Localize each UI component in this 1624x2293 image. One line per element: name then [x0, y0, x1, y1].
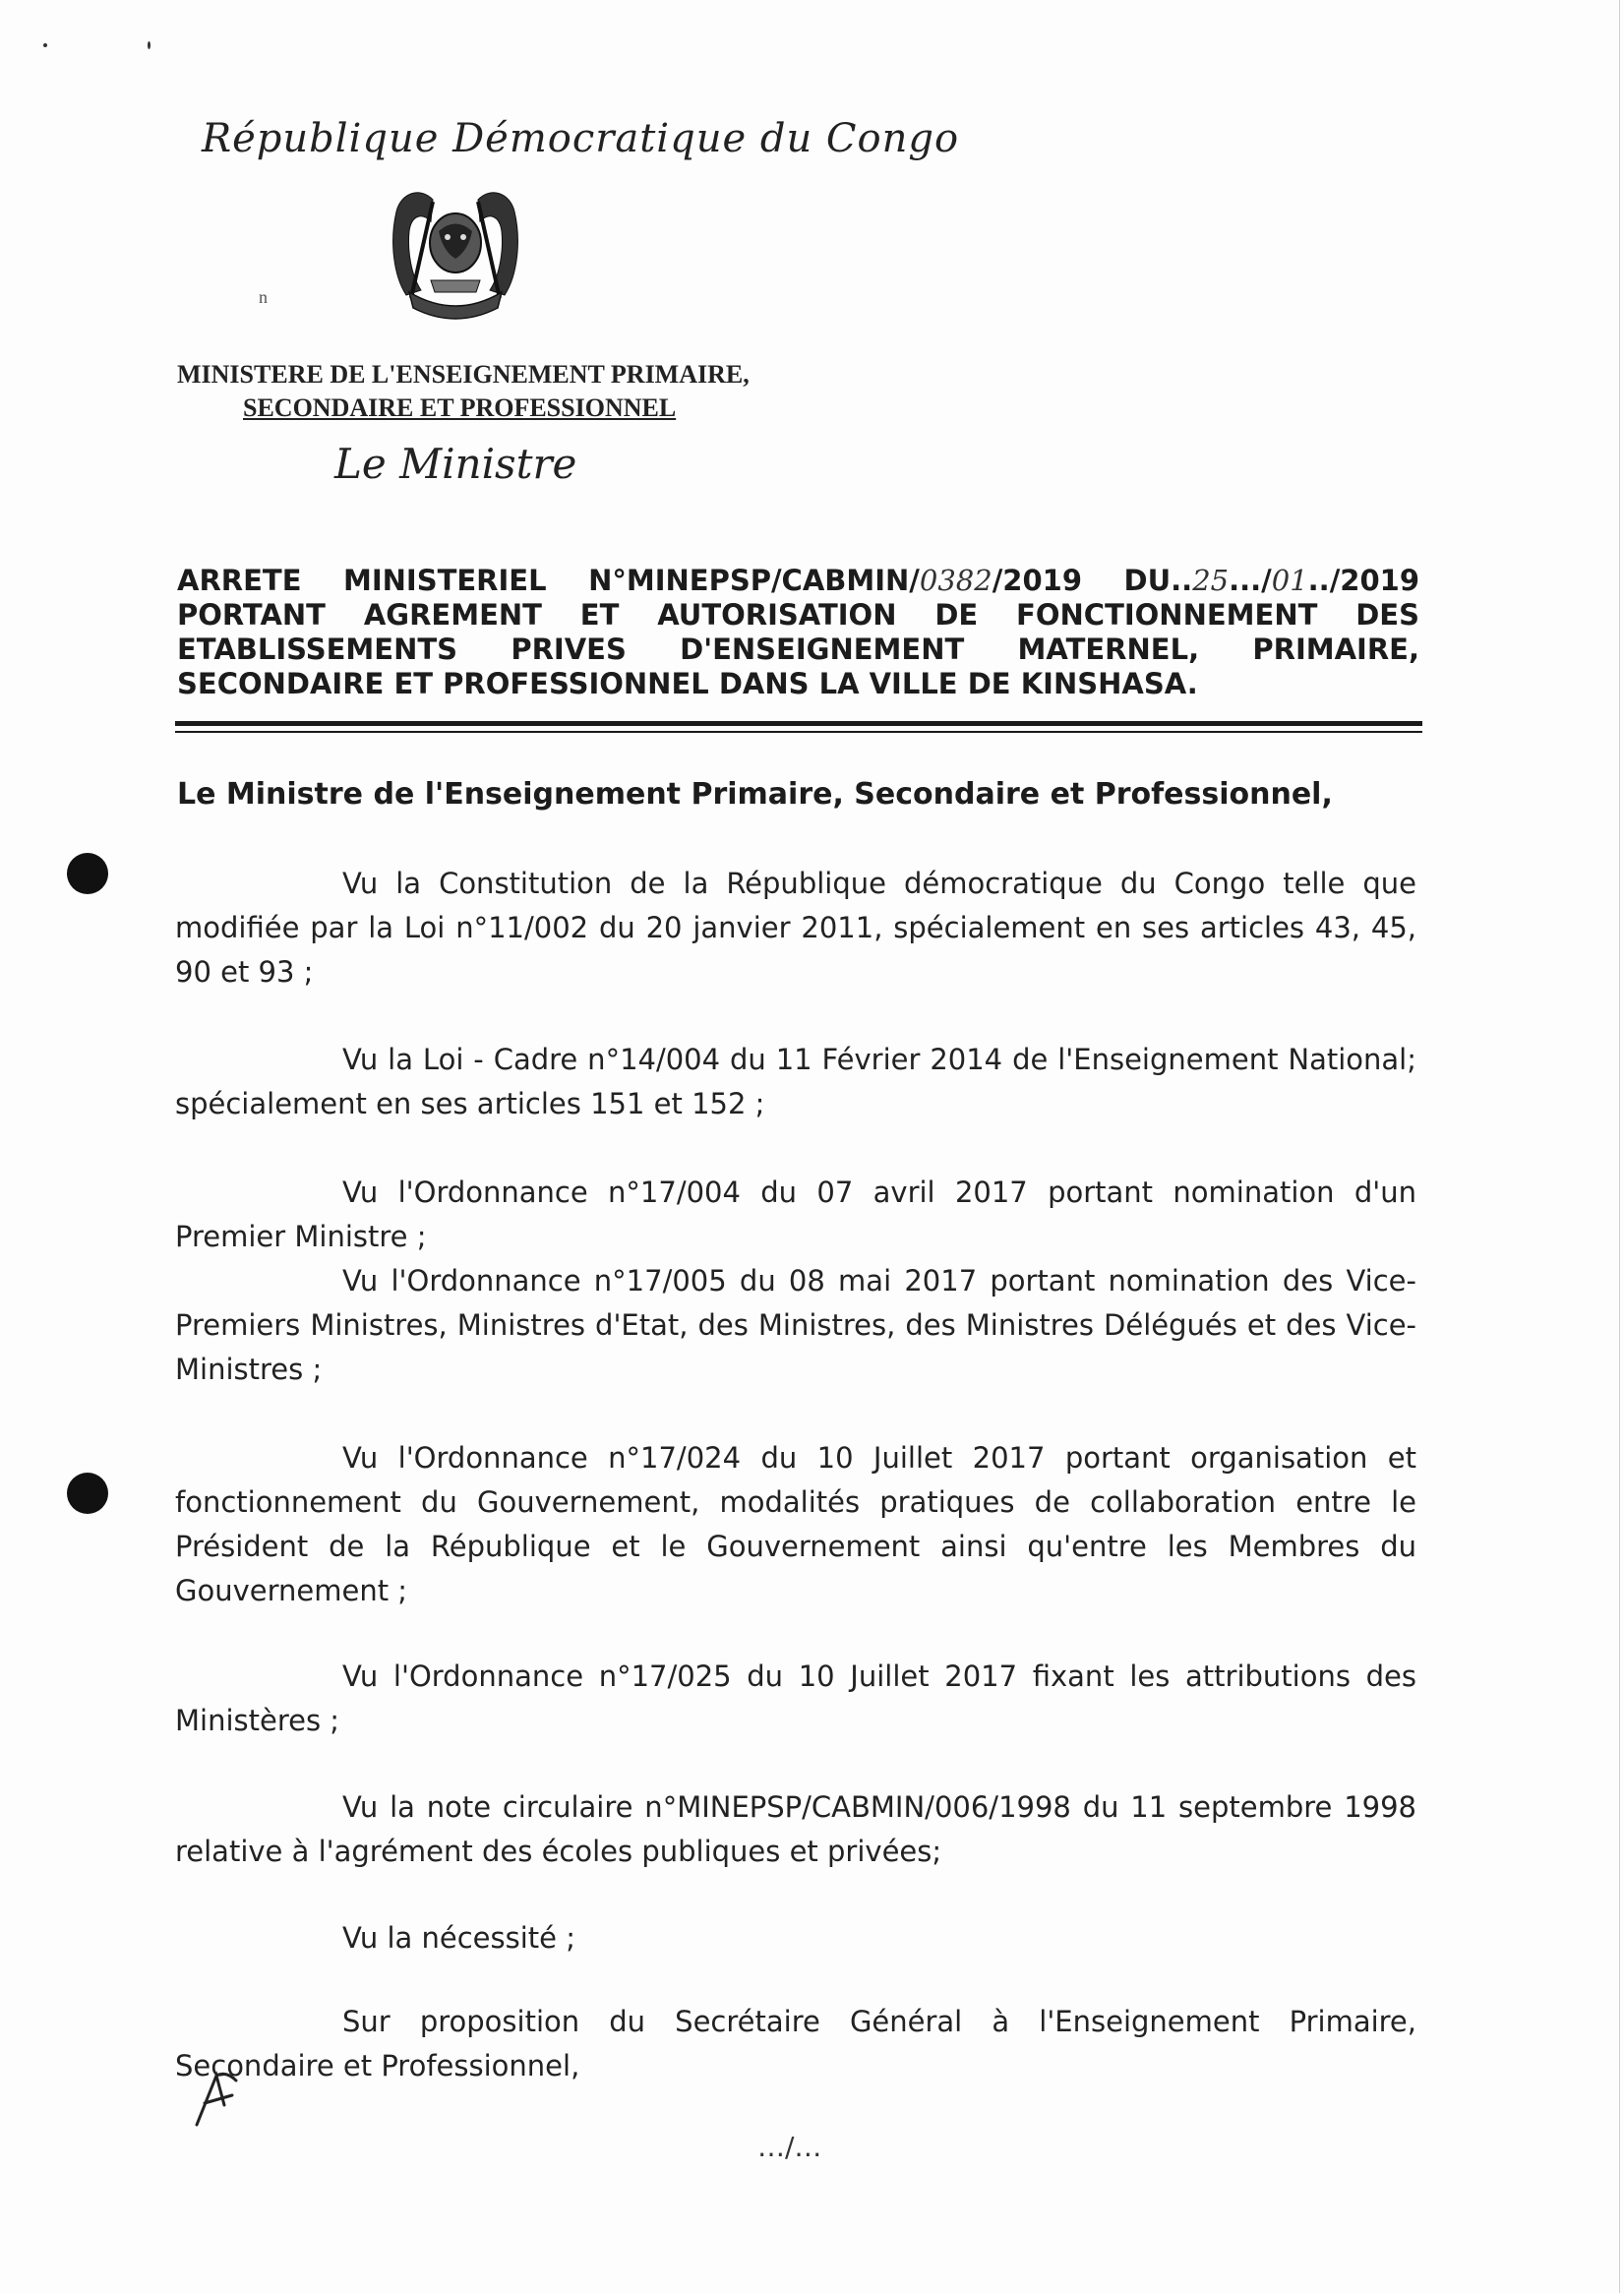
consideration-paragraph: Vu la note circulaire n°MINEPSP/CABMIN/006/1998 du 11 septembre 1998 relative à l'agrément des écoles publiques et privées;: [175, 1790, 1416, 1868]
ministry-name-line2: SECONDAIRE ET PROFESSIONNEL: [243, 393, 677, 422]
republic-heading: République Démocratique du Congo: [202, 116, 960, 161]
punch-hole-icon: [67, 1473, 108, 1514]
scan-speck: [148, 41, 150, 49]
consideration-paragraph: Vu l'Ordonnance n°17/004 du 07 avril 2017 portant nomination d'un Premier Ministre ;: [175, 1176, 1416, 1253]
decree-title-line3: ETABLISSEMENTS PRIVES D'ENSEIGNEMENT MATERNEL, PRIMAIRE,: [177, 633, 1419, 666]
decree-title-line4: SECONDAIRE ET PROFESSIONNEL DANS LA VILLE DE KINSHASA.: [177, 667, 1198, 700]
ministry-name-line1: MINISTERE DE L'ENSEIGNEMENT PRIMAIRE,: [177, 360, 750, 389]
decree-title: [177, 564, 1419, 701]
coat-of-arms-icon: [382, 182, 529, 330]
consideration-paragraph: Sur proposition du Secrétaire Général à l'Enseignement Primaire, Secondaire et Professionnel,: [175, 2005, 1416, 2082]
consideration-paragraph: Vu l'Ordonnance n°17/025 du 10 Juillet 2017 fixant les attributions des Ministères ;: [175, 1659, 1416, 1737]
minister-heading: Le Ministre de l'Enseignement Primaire, Secondaire et Professionnel,: [177, 777, 1333, 812]
stray-mark: n: [259, 287, 268, 307]
handwritten-day: 25: [1192, 564, 1230, 597]
punch-hole-icon: [67, 853, 108, 894]
decree-title-line2: PORTANT AGREMENT ET AUTORISATION DE FONCTIONNEMENT DES: [177, 598, 1419, 632]
consideration-paragraph: Vu l'Ordonnance n°17/005 du 08 mai 2017 portant nomination des Vice-Premiers Ministres, Ministres d'Etat, des Ministres, des Ministres Délégués et des Vice-Ministres ;: [175, 1264, 1416, 1386]
page-continuation-mark: …/…: [757, 2131, 822, 2163]
scan-margin-line: [1619, 0, 1620, 2293]
title-rule-thick: [175, 721, 1422, 726]
consideration-paragraph: Vu la Loi - Cadre n°14/004 du 11 Février 2014 de l'Enseignement National; spécialement en ses articles 151 et 152 ;: [175, 1043, 1416, 1120]
handwritten-month: 01: [1271, 564, 1308, 597]
decree-title-line1: ARRETE MINISTERIEL N°MINEPSP/CABMIN/0382/2019 DU..25.../01../2019: [177, 564, 1420, 597]
handwritten-initial-icon: [187, 2066, 246, 2135]
handwritten-decree-number: 0382: [919, 564, 992, 597]
consideration-paragraph: Vu la nécessité ;: [342, 1921, 575, 1955]
office-signature-heading: Le Ministre: [334, 440, 577, 488]
consideration-paragraph: Vu l'Ordonnance n°17/024 du 10 Juillet 2017 portant organisation et fonctionnement du Gouvernement, modalités pratiques de collaboration entre le Président de la République et le Gouvernement ainsi qu'entre les Membres du Gouvernement ;: [175, 1441, 1416, 1607]
scan-speck: [43, 43, 47, 47]
consideration-paragraph: Vu la Constitution de la République démocratique du Congo telle que modifiée par la Loi n°11/002 du 20 janvier 2011, spécialement en ses articles 43, 45, 90 et 93 ;: [175, 867, 1416, 989]
title-rule-thin: [175, 731, 1422, 733]
